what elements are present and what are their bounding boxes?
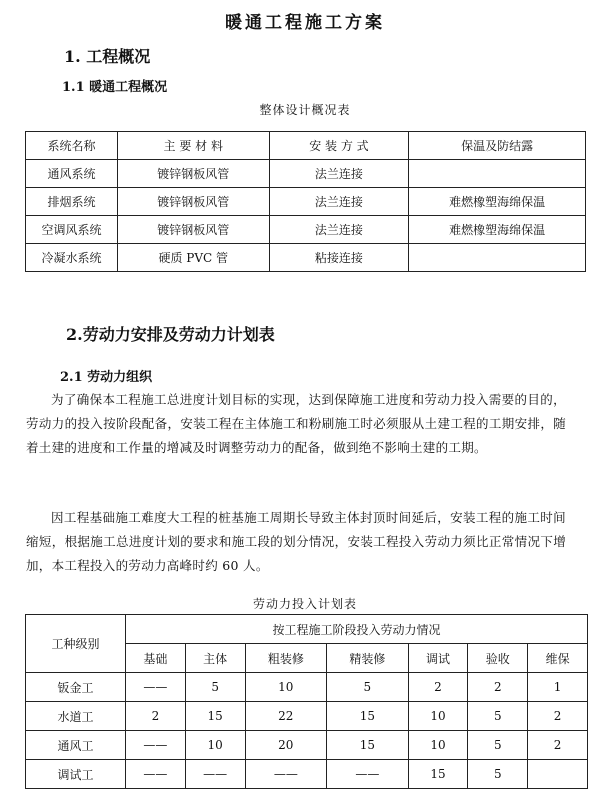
table-cell: 法兰连接 (269, 188, 409, 216)
table-cell: 5 (327, 673, 409, 702)
design-table-caption: 整体设计概况表 (259, 103, 351, 117)
table-row (26, 216, 586, 244)
table-cell: 1 (528, 673, 588, 702)
table-cell: 排烟系统 (26, 188, 118, 216)
table-cell: 镀锌钢板风管 (117, 160, 269, 188)
section-1-heading: 1. 工程概况 (64, 47, 151, 66)
table-cell: 2 (126, 702, 186, 731)
table-cell: —— (245, 760, 327, 789)
table-cell: 15 (327, 731, 409, 760)
table-cell: 5 (468, 760, 528, 789)
document-title: 暖通工程施工方案 (225, 13, 385, 33)
table-row (26, 702, 588, 731)
table-cell: 2 (408, 673, 468, 702)
table-cell: 10 (185, 731, 245, 760)
table-cell (528, 760, 588, 789)
table-row (26, 760, 588, 789)
table-cell: —— (185, 760, 245, 789)
table-cell: 硬质 PVC 管 (117, 244, 269, 272)
paragraph-2: 因工程基础施工难度大工程的桩基施工周期长导致主体封顶时间延后，安装工程的施工时间缩短，根据施工总进度计划的要求和施工段的划分情况，安装工程投入劳动力须比正常情况下增加，本工程投入的劳动力高峰时约 60 人。 (26, 510, 566, 573)
header-cell-material: 主 要 材 料 (117, 132, 269, 160)
table-cell: 通风系统 (26, 160, 118, 188)
table-header-row (26, 615, 588, 644)
table-cell: 15 (327, 702, 409, 731)
table-cell: 22 (245, 702, 327, 731)
table-cell (409, 160, 586, 188)
table-cell: 粘接连接 (269, 244, 409, 272)
header-cell-stage: 主体 (185, 644, 245, 673)
table-row (26, 673, 588, 702)
table-cell: 5 (468, 702, 528, 731)
table-cell: 10 (408, 731, 468, 760)
table-cell: 镀锌钢板风管 (117, 188, 269, 216)
table-header-row (26, 132, 586, 160)
header-cell-insulation: 保温及防结露 (409, 132, 586, 160)
section-2-heading: 2.劳动力安排及劳动力计划表 (66, 325, 275, 344)
table-cell: —— (126, 760, 186, 789)
table-cell: —— (327, 760, 409, 789)
table-cell: 2 (528, 731, 588, 760)
section-2-1-heading: 2.1 劳动力组织 (60, 370, 153, 385)
header-cell-stage: 调试 (408, 644, 468, 673)
table-cell: 5 (468, 731, 528, 760)
table-cell: 2 (468, 673, 528, 702)
trade-cell: 调试工 (26, 760, 126, 789)
table-cell: —— (126, 731, 186, 760)
table-cell: 15 (185, 702, 245, 731)
header-cell-system: 系统名称 (26, 132, 118, 160)
table-cell: 法兰连接 (269, 216, 409, 244)
header-cell-stage: 维保 (528, 644, 588, 673)
table-cell: 空调风系统 (26, 216, 118, 244)
table-row (26, 244, 586, 272)
table-row (26, 188, 586, 216)
trade-cell: 钣金工 (26, 673, 126, 702)
table-cell: 难燃橡塑海绵保温 (409, 216, 586, 244)
header-cell-trade: 工种级别 (26, 615, 126, 673)
table-cell: 镀锌钢板风管 (117, 216, 269, 244)
labor-plan-table (25, 614, 588, 789)
table-row (26, 731, 588, 760)
header-cell-stage: 粗装修 (245, 644, 327, 673)
table-cell: 20 (245, 731, 327, 760)
header-cell-stage-group: 按工程施工阶段投入劳动力情况 (126, 615, 588, 644)
table-cell: 5 (185, 673, 245, 702)
labor-table-caption: 劳动力投入计划表 (252, 597, 357, 611)
table-cell: 10 (408, 702, 468, 731)
table-cell: 10 (245, 673, 327, 702)
header-cell-stage: 验收 (468, 644, 528, 673)
table-cell: 冷凝水系统 (26, 244, 118, 272)
trade-cell: 通风工 (26, 731, 126, 760)
header-cell-stage: 精装修 (327, 644, 409, 673)
trade-cell: 水道工 (26, 702, 126, 731)
paragraph-1: 为了确保本工程施工总进度计划目标的实现，达到保障施工进度和劳动力投入需要的目的，劳动力的投入按阶段配备，安装工程在主体施工和粉刷施工时必须服从土建工程的工期安排，随着土建的进度和工作量的增减及时调整劳动力的配备，做到绝不影响土建的工期。 (26, 392, 566, 455)
design-overview-table (25, 131, 586, 272)
table-row (26, 160, 586, 188)
header-cell-install: 安 装 方 式 (269, 132, 409, 160)
table-cell (409, 244, 586, 272)
table-cell: 难燃橡塑海绵保温 (409, 188, 586, 216)
section-1-1-heading: 1.1 暖通工程概况 (62, 80, 168, 95)
table-cell: 2 (528, 702, 588, 731)
header-cell-stage: 基础 (126, 644, 186, 673)
table-cell: 法兰连接 (269, 160, 409, 188)
table-cell: —— (126, 673, 186, 702)
table-cell: 15 (408, 760, 468, 789)
